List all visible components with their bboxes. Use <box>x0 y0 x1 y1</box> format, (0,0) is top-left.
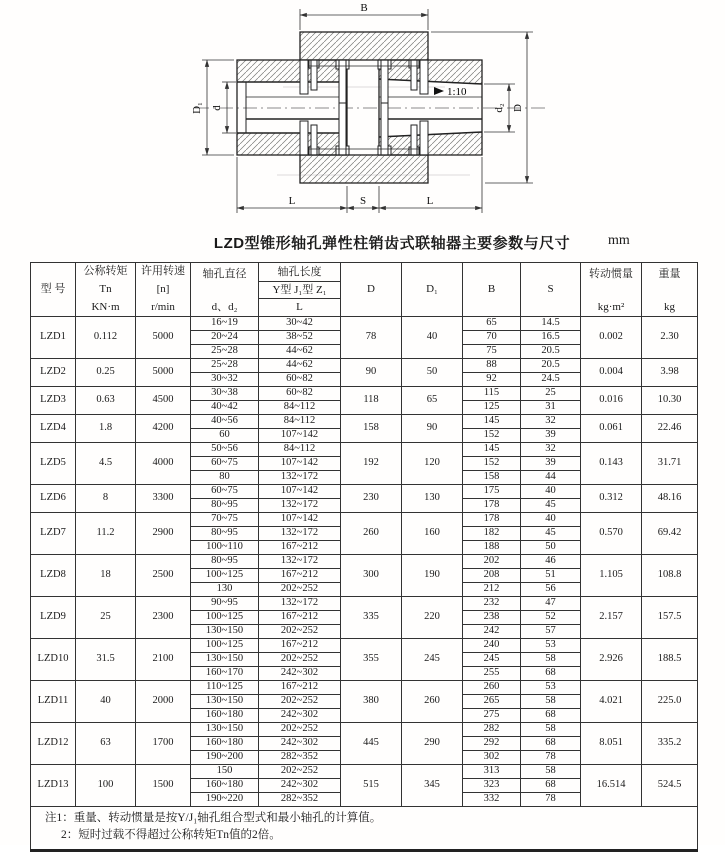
cell-model: LZD2 <box>31 359 76 387</box>
cell-B: 75 <box>463 345 521 359</box>
speed-line1: 许用转速 <box>141 265 185 277</box>
cell-B: 292 <box>463 737 521 751</box>
cell-D: 300 <box>341 555 402 597</box>
table-row <box>31 317 698 331</box>
cell-torque: 18 <box>76 555 136 597</box>
table-row <box>31 443 698 457</box>
cell-torque: 11.2 <box>76 513 136 555</box>
cell-bore-d: 20~24 <box>191 331 259 345</box>
cell-B: 152 <box>463 457 521 471</box>
cell-B: 255 <box>463 667 521 681</box>
cell-bore-l: 107~142 <box>259 485 341 499</box>
cell-bore-d: 130~150 <box>191 723 259 737</box>
cell-weight: 10.30 <box>642 387 698 415</box>
cell-D1: 90 <box>402 415 463 443</box>
cell-bore-l: 60~82 <box>259 387 341 401</box>
cell-S: 58 <box>521 723 581 737</box>
cell-bore-l: 132~172 <box>259 499 341 513</box>
inertia-line2: kg·m² <box>597 301 625 314</box>
cell-bore-d: 100~125 <box>191 611 259 625</box>
dim-label-l-right: L <box>426 195 434 207</box>
cell-B: 175 <box>463 485 521 499</box>
cell-model: LZD8 <box>31 555 76 597</box>
cell-bore-d: 110~125 <box>191 681 259 695</box>
cell-B: 208 <box>463 569 521 583</box>
col-header-D1: D₁ <box>402 263 463 317</box>
cell-D: 445 <box>341 723 402 765</box>
cell-weight: 335.2 <box>642 723 698 765</box>
torque-line1: 公称转矩 <box>83 265 128 277</box>
cell-D1: 65 <box>402 387 463 415</box>
cell-S: 45 <box>521 527 581 541</box>
table-row <box>31 723 698 737</box>
cell-bore-l: 84~112 <box>259 443 341 457</box>
dim-label-l-left: L <box>288 195 296 207</box>
col-header-weight <box>642 263 698 317</box>
cell-S: 32 <box>521 415 581 429</box>
cell-weight: 3.98 <box>642 359 698 387</box>
cell-D1: 220 <box>402 597 463 639</box>
cell-bore-d: 60~75 <box>191 485 259 499</box>
cell-bore-l: 202~252 <box>259 723 341 737</box>
cell-bore-d: 40~42 <box>191 401 259 415</box>
cell-inertia: 0.016 <box>581 387 642 415</box>
cell-bore-l: 242~302 <box>259 779 341 793</box>
table-row <box>31 387 698 401</box>
cell-S: 53 <box>521 681 581 695</box>
cell-torque: 0.63 <box>76 387 136 415</box>
cell-bore-l: 38~52 <box>259 331 341 345</box>
parameters-table <box>30 262 698 852</box>
cell-weight: 22.46 <box>642 415 698 443</box>
cell-B: 212 <box>463 583 521 597</box>
cell-S: 25 <box>521 387 581 401</box>
cell-speed: 2300 <box>136 597 191 639</box>
dim-label-d-bore: d <box>211 105 223 111</box>
cell-bore-l: 167~212 <box>259 681 341 695</box>
coupling-drawing <box>0 0 725 232</box>
taper-annotation <box>434 86 467 98</box>
cell-D: 192 <box>341 443 402 485</box>
cell-bore-d: 160~170 <box>191 667 259 681</box>
cell-weight: 48.16 <box>642 485 698 513</box>
cell-bore-d: 80~95 <box>191 555 259 569</box>
cell-S: 46 <box>521 555 581 569</box>
cell-bore-d: 80~95 <box>191 527 259 541</box>
weight-line1: 重量 <box>658 268 681 280</box>
taper-arrow-icon <box>434 87 444 95</box>
unit-label: mm <box>608 233 630 248</box>
cell-S: 50 <box>521 541 581 555</box>
cell-bore-d: 130~150 <box>191 695 259 709</box>
cell-S: 51 <box>521 569 581 583</box>
table-row <box>31 597 698 611</box>
cell-bore-l: 202~252 <box>259 653 341 667</box>
torque-line2: Tn <box>99 283 112 296</box>
cell-D1: 40 <box>402 317 463 359</box>
cell-D1: 260 <box>402 681 463 723</box>
cell-S: 57 <box>521 625 581 639</box>
cell-S: 52 <box>521 611 581 625</box>
cell-bore-d: 130~150 <box>191 653 259 667</box>
cell-speed: 4000 <box>136 443 191 485</box>
col-header-speed <box>136 263 191 317</box>
cell-inertia: 2.157 <box>581 597 642 639</box>
cell-S: 45 <box>521 499 581 513</box>
cell-B: 282 <box>463 723 521 737</box>
cell-S: 31 <box>521 401 581 415</box>
cell-bore-d: 80~95 <box>191 499 259 513</box>
cell-D: 335 <box>341 597 402 639</box>
col-header-length-L: L <box>259 299 341 317</box>
col-header-model: 型 号 <box>31 263 76 317</box>
cell-model: LZD13 <box>31 765 76 807</box>
cell-B: 88 <box>463 359 521 373</box>
cell-model: LZD7 <box>31 513 76 555</box>
table-row <box>31 415 698 429</box>
cell-model: LZD12 <box>31 723 76 765</box>
left-hub <box>237 60 347 155</box>
cell-inertia: 0.570 <box>581 513 642 555</box>
cell-B: 302 <box>463 751 521 765</box>
cell-bore-l: 202~252 <box>259 583 341 597</box>
table-row <box>31 681 698 695</box>
cell-S: 47 <box>521 597 581 611</box>
cell-bore-d: 30~32 <box>191 373 259 387</box>
page-title: LZD型锥形轴孔弹性柱销齿式联轴器主要参数与尺寸 <box>213 235 571 252</box>
cell-bore-d: 160~180 <box>191 709 259 723</box>
cell-model: LZD10 <box>31 639 76 681</box>
cell-bore-l: 132~172 <box>259 527 341 541</box>
cell-weight: 31.71 <box>642 443 698 485</box>
cell-bore-d: 190~200 <box>191 751 259 765</box>
right-hub <box>379 60 482 155</box>
cell-bore-d: 70~75 <box>191 513 259 527</box>
cell-torque: 1.8 <box>76 415 136 443</box>
table-row <box>31 639 698 653</box>
cell-bore-l: 44~62 <box>259 359 341 373</box>
cell-S: 78 <box>521 751 581 765</box>
table-row <box>31 513 698 527</box>
cell-B: 145 <box>463 415 521 429</box>
torque-line3: KN·m <box>91 301 120 314</box>
cell-speed: 5000 <box>136 317 191 359</box>
cell-speed: 2100 <box>136 639 191 681</box>
cell-speed: 4500 <box>136 387 191 415</box>
cell-B: 158 <box>463 471 521 485</box>
cell-D: 158 <box>341 415 402 443</box>
cell-S: 68 <box>521 709 581 723</box>
cell-torque: 63 <box>76 723 136 765</box>
cell-D: 355 <box>341 639 402 681</box>
cell-D: 260 <box>341 513 402 555</box>
cell-bore-l: 242~302 <box>259 737 341 751</box>
table-row <box>31 359 698 373</box>
cell-bore-d: 100~125 <box>191 569 259 583</box>
cell-bore-l: 167~212 <box>259 541 341 555</box>
cell-bore-d: 50~56 <box>191 443 259 457</box>
cell-B: 188 <box>463 541 521 555</box>
cell-S: 39 <box>521 429 581 443</box>
cell-bore-d: 160~180 <box>191 779 259 793</box>
cell-D1: 50 <box>402 359 463 387</box>
cell-torque: 8 <box>76 485 136 513</box>
cell-bore-d: 60 <box>191 429 259 443</box>
cell-bore-d: 100~125 <box>191 639 259 653</box>
col-header-torque <box>76 263 136 317</box>
cell-D: 118 <box>341 387 402 415</box>
cell-S: 68 <box>521 667 581 681</box>
cell-B: 178 <box>463 499 521 513</box>
dim-label-d2: d₂ <box>493 103 505 113</box>
cell-bore-d: 130~150 <box>191 625 259 639</box>
cell-B: 65 <box>463 317 521 331</box>
cell-B: 115 <box>463 387 521 401</box>
cell-inertia: 0.312 <box>581 485 642 513</box>
cell-model: LZD3 <box>31 387 76 415</box>
cell-S: 68 <box>521 737 581 751</box>
cell-inertia: 8.051 <box>581 723 642 765</box>
cell-S: 16.5 <box>521 331 581 345</box>
cell-weight: 2.30 <box>642 317 698 359</box>
cell-model: LZD9 <box>31 597 76 639</box>
cell-bore-l: 282~352 <box>259 751 341 765</box>
cell-inertia: 2.926 <box>581 639 642 681</box>
cell-D: 230 <box>341 485 402 513</box>
cell-bore-d: 25~28 <box>191 359 259 373</box>
cell-B: 238 <box>463 611 521 625</box>
inertia-line1: 转动惯量 <box>589 268 633 280</box>
cell-weight: 524.5 <box>642 765 698 807</box>
cell-weight: 188.5 <box>642 639 698 681</box>
cell-bore-l: 132~172 <box>259 555 341 569</box>
cell-bore-l: 84~112 <box>259 401 341 415</box>
cell-bore-d: 40~56 <box>191 415 259 429</box>
cell-B: 242 <box>463 625 521 639</box>
dim-label-d1: D₁ <box>191 102 203 114</box>
cell-inertia: 4.021 <box>581 681 642 723</box>
cell-S: 14.5 <box>521 317 581 331</box>
cell-D1: 130 <box>402 485 463 513</box>
cell-B: 245 <box>463 653 521 667</box>
cell-speed: 4200 <box>136 415 191 443</box>
outer-sleeve <box>300 32 428 183</box>
cell-B: 92 <box>463 373 521 387</box>
cell-inertia: 1.105 <box>581 555 642 597</box>
cell-bore-l: 242~302 <box>259 667 341 681</box>
cell-bore-l: 30~42 <box>259 317 341 331</box>
cell-D: 380 <box>341 681 402 723</box>
cell-torque: 31.5 <box>76 639 136 681</box>
cell-B: 145 <box>463 443 521 457</box>
notes-cell <box>31 807 698 851</box>
note-2: 2：短时过载不得超过公称转矩Tn值的2倍。 <box>61 829 281 842</box>
cell-S: 58 <box>521 653 581 667</box>
cell-model: LZD6 <box>31 485 76 513</box>
cell-inertia: 16.514 <box>581 765 642 807</box>
cell-bore-d: 190~220 <box>191 793 259 807</box>
cell-D1: 120 <box>402 443 463 485</box>
cell-weight: 157.5 <box>642 597 698 639</box>
cell-bore-l: 60~82 <box>259 373 341 387</box>
cell-weight: 69.42 <box>642 513 698 555</box>
cell-S: 58 <box>521 695 581 709</box>
speed-line3: r/min <box>151 301 175 314</box>
cell-bore-l: 167~212 <box>259 611 341 625</box>
cell-speed: 2500 <box>136 555 191 597</box>
cell-bore-d: 150 <box>191 765 259 779</box>
cell-speed: 2000 <box>136 681 191 723</box>
cell-D1: 290 <box>402 723 463 765</box>
cell-torque: 0.112 <box>76 317 136 359</box>
cell-bore-l: 282~352 <box>259 793 341 807</box>
table-row <box>31 765 698 779</box>
cell-S: 20.5 <box>521 359 581 373</box>
cell-bore-d: 30~38 <box>191 387 259 401</box>
cell-D1: 190 <box>402 555 463 597</box>
cell-bore-l: 107~142 <box>259 429 341 443</box>
bore-d-line2: d、d₂ <box>211 301 238 314</box>
cell-bore-l: 44~62 <box>259 345 341 359</box>
cell-S: 40 <box>521 513 581 527</box>
cell-weight: 108.8 <box>642 555 698 597</box>
cell-D1: 245 <box>402 639 463 681</box>
cell-bore-d: 25~28 <box>191 345 259 359</box>
cell-bore-l: 84~112 <box>259 415 341 429</box>
cell-B: 332 <box>463 793 521 807</box>
cell-speed: 1500 <box>136 765 191 807</box>
coupling-section-drawing <box>0 0 725 232</box>
cell-bore-l: 107~142 <box>259 513 341 527</box>
cell-bore-d: 100~110 <box>191 541 259 555</box>
cell-S: 32 <box>521 443 581 457</box>
speed-line2: [n] <box>156 283 170 296</box>
cell-S: 56 <box>521 583 581 597</box>
cell-D: 78 <box>341 317 402 359</box>
cell-bore-l: 167~212 <box>259 569 341 583</box>
cell-inertia: 0.061 <box>581 415 642 443</box>
cell-bore-d: 16~19 <box>191 317 259 331</box>
cell-bore-l: 167~212 <box>259 639 341 653</box>
table-row <box>31 555 698 569</box>
cell-S: 20.5 <box>521 345 581 359</box>
cell-bore-l: 132~172 <box>259 471 341 485</box>
cell-S: 78 <box>521 793 581 807</box>
cell-inertia: 0.004 <box>581 359 642 387</box>
col-header-length-types: Y型 J₁型 Z₁ <box>259 282 341 299</box>
cell-S: 68 <box>521 779 581 793</box>
cell-D: 90 <box>341 359 402 387</box>
cell-bore-l: 132~172 <box>259 597 341 611</box>
cell-torque: 40 <box>76 681 136 723</box>
taper-label: 1:10 <box>447 86 467 98</box>
cell-B: 260 <box>463 681 521 695</box>
cell-torque: 100 <box>76 765 136 807</box>
cell-weight: 225.0 <box>642 681 698 723</box>
cell-torque: 4.5 <box>76 443 136 485</box>
cell-speed: 1700 <box>136 723 191 765</box>
col-header-inertia <box>581 263 642 317</box>
col-header-S: S <box>521 263 581 317</box>
cell-B: 152 <box>463 429 521 443</box>
cell-model: LZD11 <box>31 681 76 723</box>
cell-B: 232 <box>463 597 521 611</box>
cell-B: 202 <box>463 555 521 569</box>
cell-S: 24.5 <box>521 373 581 387</box>
cell-bore-l: 242~302 <box>259 709 341 723</box>
bore-d-line1: 轴孔直径 <box>202 268 247 280</box>
weight-line2: kg <box>664 301 675 314</box>
cell-inertia: 0.002 <box>581 317 642 359</box>
cell-S: 39 <box>521 457 581 471</box>
title-row <box>0 232 725 256</box>
cell-B: 240 <box>463 639 521 653</box>
cell-B: 275 <box>463 709 521 723</box>
cell-speed: 5000 <box>136 359 191 387</box>
col-header-bore-length: 轴孔长度 <box>259 263 341 282</box>
cell-D: 515 <box>341 765 402 807</box>
notes-row <box>31 807 698 851</box>
cell-bore-d: 80 <box>191 471 259 485</box>
cell-bore-d: 60~75 <box>191 457 259 471</box>
cell-S: 44 <box>521 471 581 485</box>
cell-B: 70 <box>463 331 521 345</box>
col-header-B: B <box>463 263 521 317</box>
cell-model: LZD5 <box>31 443 76 485</box>
cell-B: 313 <box>463 765 521 779</box>
cell-D1: 345 <box>402 765 463 807</box>
col-header-D: D <box>341 263 402 317</box>
cell-B: 125 <box>463 401 521 415</box>
cell-bore-d: 160~180 <box>191 737 259 751</box>
cell-B: 265 <box>463 695 521 709</box>
cell-bore-l: 202~252 <box>259 695 341 709</box>
dim-label-s: S <box>359 195 367 207</box>
cell-B: 323 <box>463 779 521 793</box>
cell-model: LZD1 <box>31 317 76 359</box>
cell-speed: 3300 <box>136 485 191 513</box>
cell-bore-d: 90~95 <box>191 597 259 611</box>
cell-D1: 160 <box>402 513 463 555</box>
cell-speed: 2900 <box>136 513 191 555</box>
cell-B: 182 <box>463 527 521 541</box>
cell-S: 40 <box>521 485 581 499</box>
cell-model: LZD4 <box>31 415 76 443</box>
note-1: 注1：重量、转动惯量是按Y/J₁轴孔组合型式和最小轴孔的计算值。 <box>45 812 382 824</box>
cell-B: 178 <box>463 513 521 527</box>
table-row <box>31 485 698 499</box>
cell-bore-l: 202~252 <box>259 765 341 779</box>
cell-bore-l: 107~142 <box>259 457 341 471</box>
cell-inertia: 0.143 <box>581 443 642 485</box>
dim-label-d-outer: D <box>512 104 524 112</box>
dim-label-b: B <box>360 2 368 14</box>
cell-S: 53 <box>521 639 581 653</box>
cell-S: 58 <box>521 765 581 779</box>
cell-bore-d: 130 <box>191 583 259 597</box>
cell-torque: 25 <box>76 597 136 639</box>
cell-torque: 0.25 <box>76 359 136 387</box>
cell-bore-l: 202~252 <box>259 625 341 639</box>
col-header-bore-diameter <box>191 263 259 317</box>
